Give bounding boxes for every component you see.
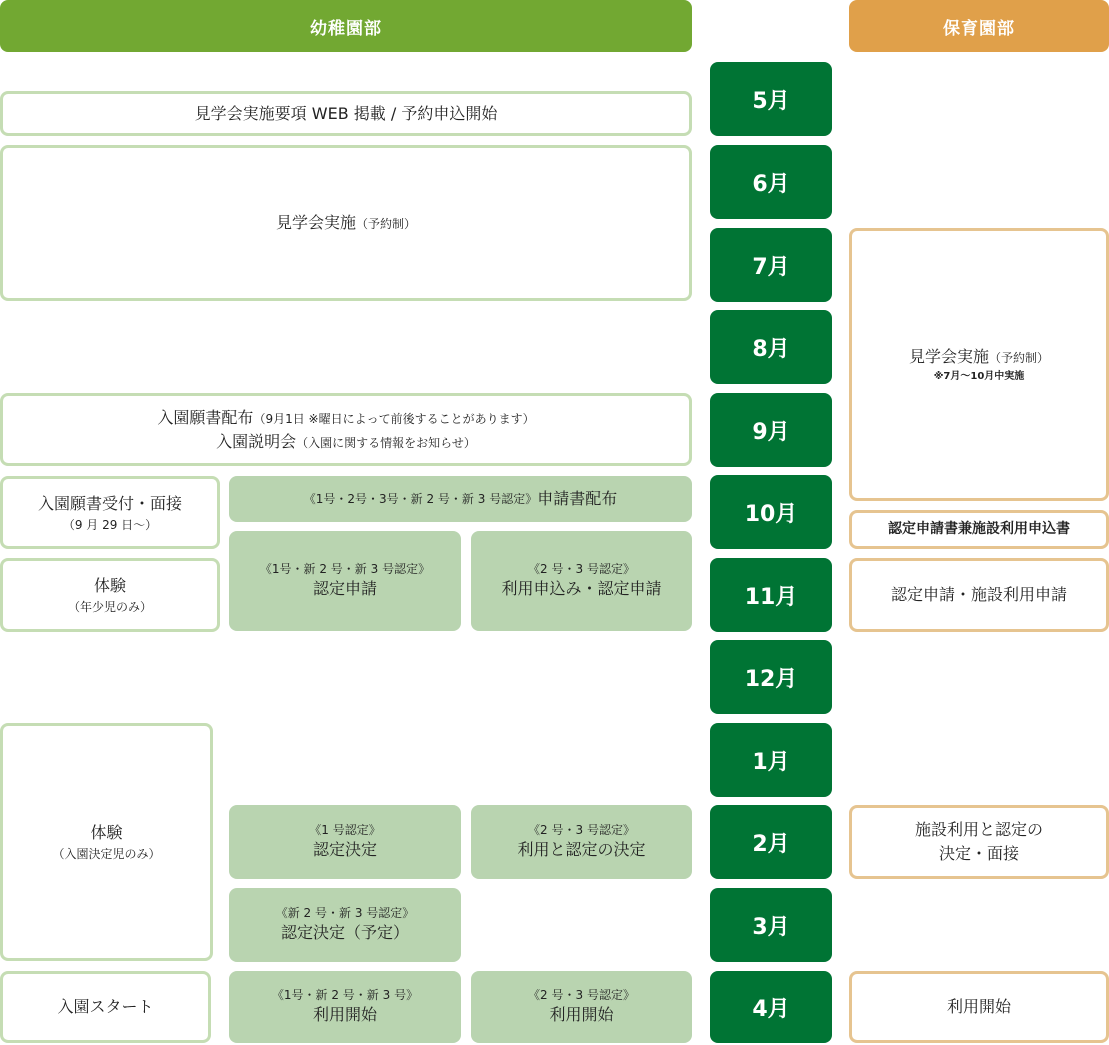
decision-new-note: 《新 2 号・新 3 号認定》 — [275, 906, 415, 921]
decision-23-box — [471, 805, 692, 879]
month-jan — [710, 723, 832, 797]
application-accept-main: 入園願書受付・面接 — [37, 493, 182, 513]
trial2-main: 体験 — [90, 823, 123, 842]
k-start-text: 入園スタート — [57, 997, 154, 1016]
kindergarten-header-label: 幼稚園部 — [310, 18, 382, 39]
n-cert-doc-text: 認定申請書兼施設利用申込書 — [888, 521, 1070, 537]
month-nov — [710, 558, 832, 632]
month-label: 7月 — [752, 254, 790, 280]
use-1new-note: 《1号・新 2 号・新 3 号》 — [271, 988, 419, 1003]
n-decision-line1: 施設利用と認定の — [914, 820, 1043, 839]
month-apr — [710, 971, 832, 1043]
cert-doc-dist-main: 申請書配布 — [537, 488, 618, 508]
use-23-main: 利用開始 — [549, 1005, 614, 1025]
cert-apply-new-main: 認定申請 — [312, 579, 377, 599]
month-label: 9月 — [752, 419, 790, 445]
use-23-box — [471, 971, 692, 1043]
application-accept-box — [0, 476, 220, 549]
month-may — [710, 62, 832, 136]
n-decision-line2: 決定・面接 — [938, 844, 1019, 863]
cert-doc-dist-box — [229, 476, 692, 522]
month-label: 11月 — [744, 584, 798, 610]
k-start-box — [0, 971, 211, 1043]
use-1new-box — [229, 971, 461, 1043]
cert-doc-dist-note: 《1号・2号・3号・新 2 号・新 3 号認定》 — [303, 491, 538, 506]
month-label: 10月 — [744, 501, 798, 527]
n-tour-line — [909, 345, 1049, 369]
n-cert-doc-box — [849, 510, 1109, 549]
k-tour-main: 見学会実施 — [275, 213, 356, 232]
n-cert-apply-box — [849, 558, 1109, 632]
month-jun — [710, 145, 832, 219]
k-tour-note: （予約制） — [356, 217, 417, 231]
month-label: 2月 — [752, 831, 790, 857]
month-mar — [710, 888, 832, 962]
cert-apply-23-note: 《2 号・3 号認定》 — [528, 562, 635, 577]
briefing-note: （入園に関する情報をお知らせ） — [296, 435, 476, 450]
briefing-main: 入園説明会 — [216, 431, 297, 451]
month-aug — [710, 310, 832, 384]
month-label: 5月 — [752, 88, 790, 114]
month-label: 3月 — [752, 914, 790, 940]
cert-apply-new-note: 《1号・新 2 号・新 3 号認定》 — [259, 562, 431, 577]
month-feb — [710, 805, 832, 879]
n-tour-main: 見学会実施 — [908, 347, 989, 366]
month-label: 6月 — [752, 171, 790, 197]
application-dist-line2 — [216, 430, 476, 454]
month-label: 1月 — [752, 749, 790, 775]
month-sep — [710, 393, 832, 467]
trial1-note: （年少児のみ） — [67, 600, 152, 614]
n-decision-box — [849, 805, 1109, 879]
application-accept-note: （9 月 29 日〜） — [62, 517, 158, 532]
n-tour-sub: ※7月〜10月中実施 — [933, 371, 1025, 382]
trial2-box — [0, 723, 213, 961]
application-dist-note: （9月1日 ※曜日によって前後することがあります） — [253, 411, 535, 426]
n-start-text: 利用開始 — [946, 997, 1011, 1016]
application-dist-box — [0, 393, 692, 466]
decision-23-main: 利用と認定の決定 — [517, 840, 646, 860]
decision-new-main: 認定決定（予定） — [280, 923, 409, 943]
month-jul — [710, 228, 832, 302]
use-1new-main: 利用開始 — [312, 1005, 377, 1025]
decision-1-main: 認定決定 — [312, 840, 377, 860]
cert-apply-23-main: 利用申込み・認定申請 — [501, 579, 662, 599]
trial1-box — [0, 558, 220, 632]
trial1-main: 体験 — [93, 576, 126, 595]
nursery-header — [849, 0, 1109, 52]
n-cert-apply-text: 認定申請・施設利用申請 — [890, 585, 1067, 604]
n-start-box — [849, 971, 1109, 1043]
month-label: 4月 — [752, 996, 790, 1022]
decision-1-note: 《1 号認定》 — [309, 823, 381, 838]
use-23-note: 《2 号・3 号認定》 — [528, 988, 635, 1003]
kindergarten-header — [0, 0, 692, 52]
web-post-box — [0, 91, 692, 136]
month-dec — [710, 640, 832, 714]
k-tour-line — [276, 211, 416, 235]
month-label: 12月 — [744, 666, 798, 692]
decision-1-box — [229, 805, 461, 879]
k-tour-box — [0, 145, 692, 301]
month-oct — [710, 475, 832, 549]
cert-apply-23-box — [471, 531, 692, 631]
decision-new-box — [229, 888, 461, 962]
application-dist-main: 入園願書配布 — [157, 407, 254, 427]
n-tour-note: （予約制） — [989, 351, 1050, 365]
month-label: 8月 — [752, 336, 790, 362]
n-tour-box — [849, 228, 1109, 501]
web-post-text: 見学会実施要項 WEB 掲載 / 予約申込開始 — [194, 103, 498, 123]
nursery-header-label: 保育園部 — [943, 18, 1015, 39]
cert-apply-new-box — [229, 531, 461, 631]
application-dist-line1 — [157, 406, 534, 430]
trial2-note: （入園決定児のみ） — [52, 847, 161, 861]
decision-23-note: 《2 号・3 号認定》 — [528, 823, 635, 838]
